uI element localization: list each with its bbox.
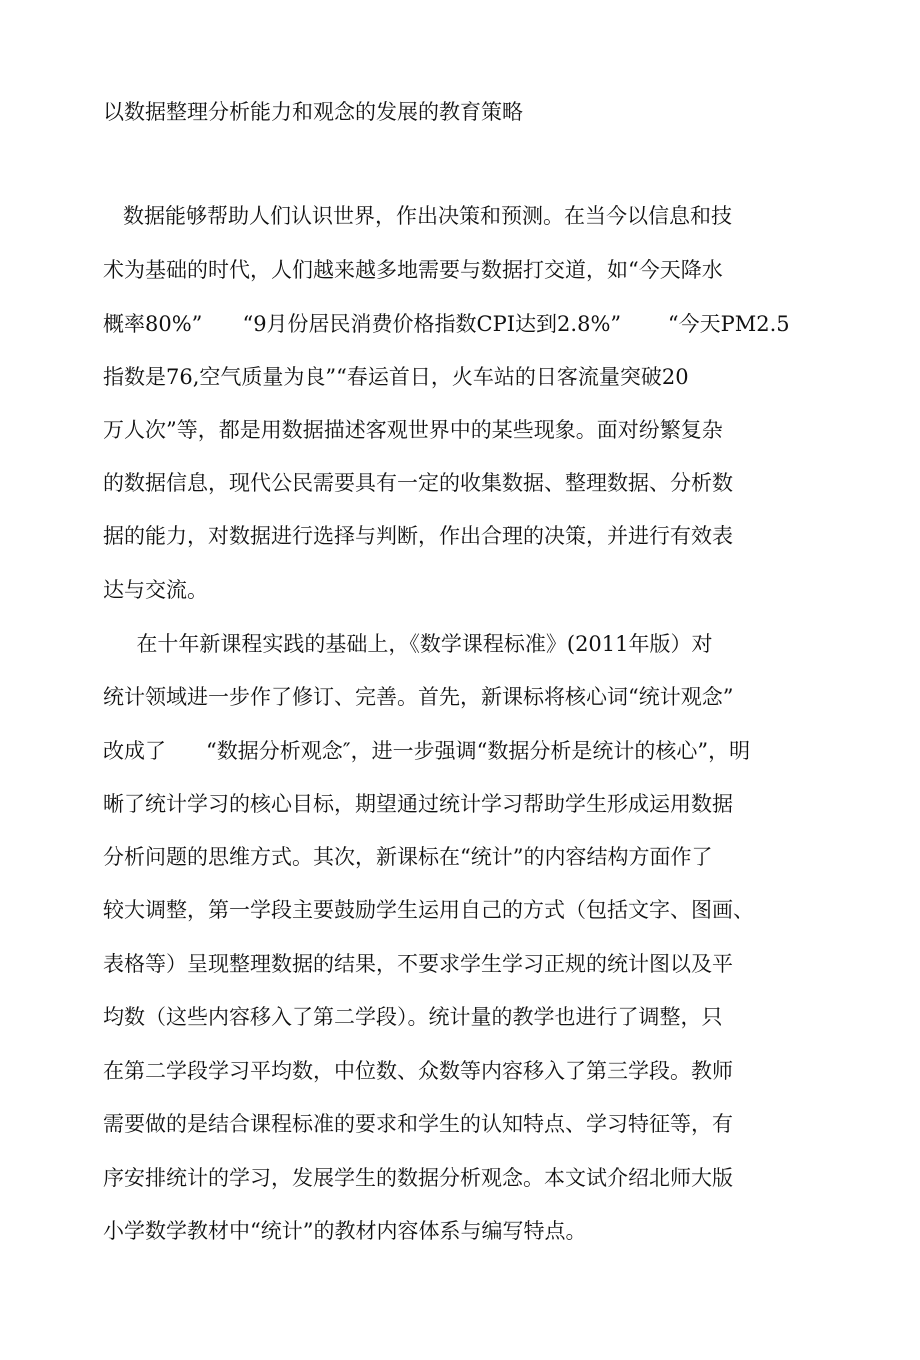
text-line: 晰了统计学习的核心目标，期望通过统计学习帮助学生形成运用数据 xyxy=(103,792,733,816)
text-line: 小学数学教材中“统计”的教材内容体系与编写特点。 xyxy=(103,1219,587,1243)
text-line: 均数（这些内容移入了第二学段）。统计量的教学也进行了调整，只 xyxy=(103,1005,723,1029)
text-line: 改成了 “数据分析观念″，进一步强调“数据分析是统计的核心”，明 xyxy=(103,739,751,763)
text-line: 在第二学段学习平均数，中位数、众数等内容移入了第三学段。教师 xyxy=(103,1059,733,1083)
text-line: 数据能够帮助人们认识世界，作出决策和预测。在当今以信息和技 xyxy=(103,204,733,228)
text-line: 统计领域进一步作了修订、完善。首先，新课标将核心词“统计观念” xyxy=(103,685,734,709)
document-title: 以数据整理分析能力和观念的发展的教育策略 xyxy=(103,100,523,124)
text-line: 表格等）呈现整理数据的结果，不要求学生学习正规的统计图以及平 xyxy=(103,952,733,976)
text-line: 较大调整，第一学段主要鼓励学生运用自己的方式（包括文字、图画、 xyxy=(103,898,754,922)
text-line: 需要做的是结合课程标准的要求和学生的认知特点、学习特征等，有 xyxy=(103,1112,733,1136)
text-line: 分析问题的思维方式。其次，新课标在“统计”的内容结构方面作了 xyxy=(103,845,713,869)
text-line: 在十年新课程实践的基础上，《数学课程标准》(2011年版）对 xyxy=(103,632,713,656)
text-line: 万人次”等，都是用数据描述客观世界中的某些现象。面对纷繁复杂 xyxy=(103,418,723,442)
text-line: 达与交流。 xyxy=(103,578,208,602)
text-line: 的数据信息，现代公民需要具有一定的收集数据、整理数据、分析数 xyxy=(103,471,733,495)
text-line: 概率80%” “9月份居民消费价格指数CPI达到2.8%” “今天PM2.5 xyxy=(103,312,790,336)
text-line: 据的能力，对数据进行选择与判断，作出合理的决策，并进行有效表 xyxy=(103,524,733,548)
text-line: 指数是76,空气质量为良”“春运首日，火车站的日客流量突破20 xyxy=(103,365,689,389)
text-line: 序安排统计的学习，发展学生的数据分析观念。本文试介绍北师大版 xyxy=(103,1166,733,1190)
text-line: 术为基础的时代，人们越来越多地需要与数据打交道，如“今天降水 xyxy=(103,258,723,282)
